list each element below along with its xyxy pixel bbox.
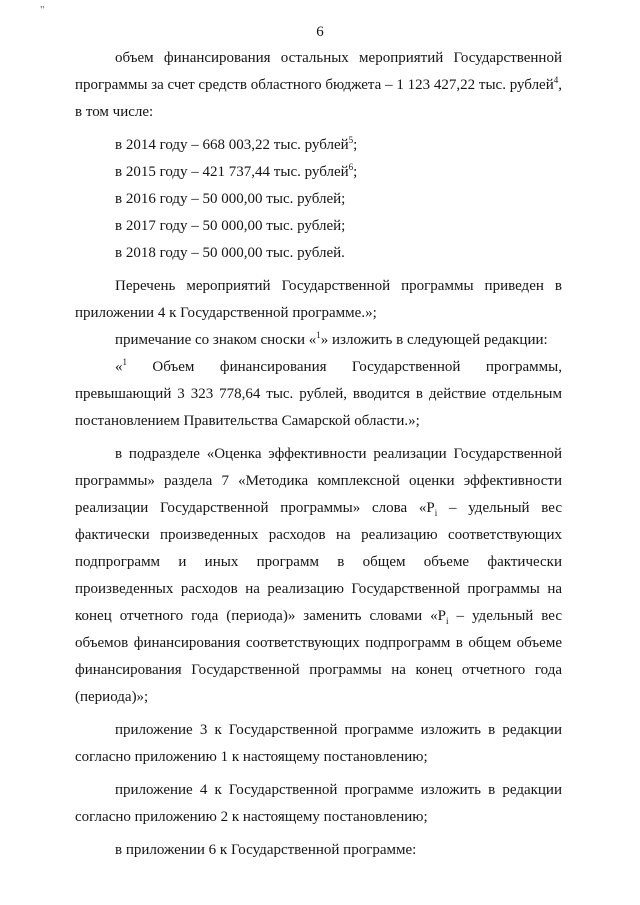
year-line-text: в 2015 году – 421 737,44 тыс. рублей: [115, 164, 349, 180]
corner-mark: ": [40, 4, 45, 16]
paragraph-footnote-note: [75, 327, 562, 354]
year-line-tail: ;: [353, 137, 358, 153]
footnote-text-b: Объем финансирования Государственной программы, превышающий 3 323 778,64 тыс. рублей, вводится в действие отдельным постановлением Правительства Самарской области.»;: [75, 359, 562, 429]
paragraph-funding-total: [75, 45, 562, 126]
note-text-a: примечание со знаком сноски «: [115, 332, 317, 348]
year-line-tail: ;: [353, 164, 358, 180]
footnote-text-a: «: [115, 359, 123, 375]
paragraph-efficiency-section: [75, 441, 562, 711]
year-line-text: в 2016 году – 50 000,00 тыс. рублей;: [115, 191, 346, 207]
year-line-2018: [75, 240, 562, 267]
year-line-text: в 2017 году – 50 000,00 тыс. рублей;: [115, 218, 346, 234]
year-line-2014: [75, 132, 562, 159]
efficiency-text-b: – удельный вес фактически произведенных расходов на реализацию соответствующих подпрограмм и иных программ в общем объеме фактически произведенных расходов на реализацию Государственной программы на конец отчетного года (периода)» заменить словами «P: [75, 500, 562, 624]
footnote-ref-6: 6: [348, 162, 354, 172]
subscript-i: i: [434, 508, 438, 518]
paragraph-measures-list: Перечень мероприятий Государственной программы приведен в приложении 4 к Государственной программе.»;: [75, 278, 562, 321]
footnote-ref-1: 1: [316, 330, 321, 340]
funding-total-tail: , в том числе:: [75, 77, 562, 120]
funding-total-text: объем финансирования остальных мероприятий Государственной программы за счет средств областного бюджета – 1 123 427,22 тыс. рублей: [75, 50, 562, 93]
paragraph-appendix-4: приложение 4 к Государственной программе изложить в редакции согласно приложению 2 к настоящему постановлению;: [75, 782, 562, 825]
paragraph-appendix-6: в приложении 6 к Государственной программе:: [115, 842, 417, 858]
note-text-b: » изложить в следующей редакции:: [320, 332, 548, 348]
footnote-ref-4: 4: [553, 75, 559, 85]
year-line-2016: [75, 186, 562, 213]
year-line-text: в 2014 году – 668 003,22 тыс. рублей: [115, 137, 349, 153]
footnote-ref-5: 5: [348, 135, 354, 145]
paragraph-footnote-text: [75, 354, 562, 435]
subscript-i: i: [446, 616, 449, 626]
page-number: 6: [316, 24, 324, 40]
paragraph-appendix-3: приложение 3 к Государственной программе изложить в редакции согласно приложению 1 к настоящему постановлению;: [75, 722, 562, 765]
year-line-2015: [75, 159, 562, 186]
efficiency-text-c: – удельный вес объемов финансирования соответствующих подпрограмм в общем объеме финансирования Государственной программы на конец отчетного года (периода)»;: [75, 608, 562, 705]
year-line-text: в 2018 году – 50 000,00 тыс. рублей.: [115, 245, 345, 261]
efficiency-text-a: в подразделе «Оценка эффективности реализации Государственной программы» раздела 7 «Методика комплексной оценки эффективности реализации Государственной программы» слова «P: [75, 446, 562, 516]
document-body: [75, 45, 562, 864]
year-line-2017: [75, 213, 562, 240]
footnote-ref-1b: 1: [122, 357, 127, 367]
